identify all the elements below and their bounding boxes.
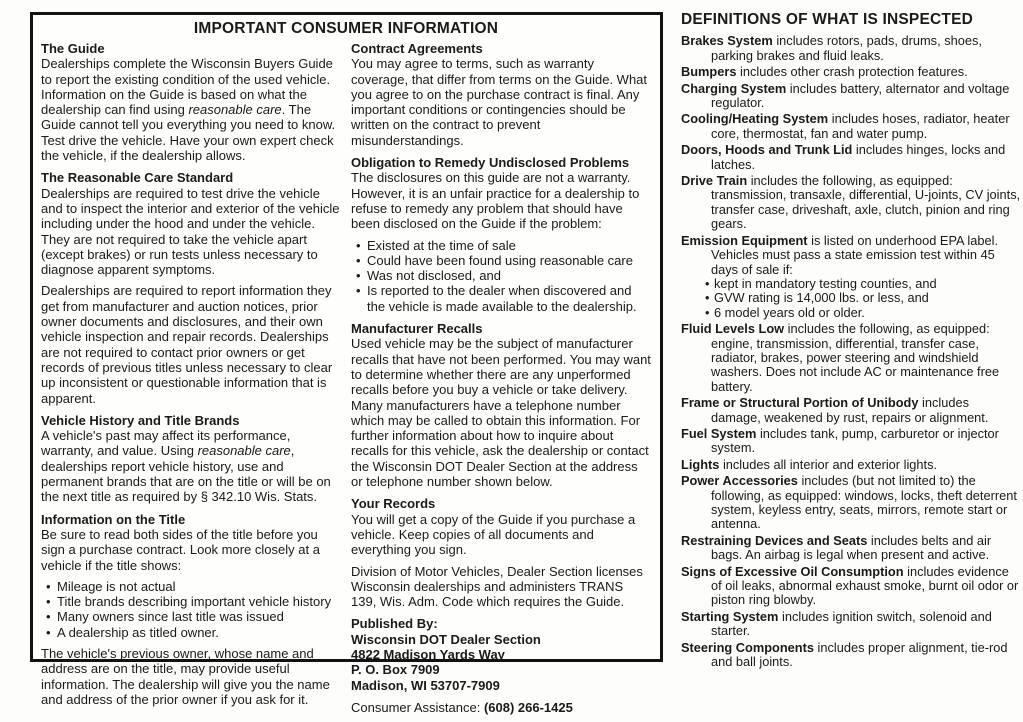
info-section bbox=[41, 41, 341, 163]
definition-entry bbox=[681, 34, 1021, 63]
section-heading: Published By: bbox=[351, 616, 438, 632]
definition-bullet-item: • 6 model years old or older. bbox=[705, 306, 1021, 320]
section-heading: Manufacturer Recalls bbox=[351, 321, 483, 337]
definition-term: Lights bbox=[681, 456, 720, 472]
definition-term: Bumpers bbox=[681, 64, 737, 80]
definition-text: includes the following, as equipped: engine, transmission, differential, transfer case, radiator, brakes, power steering and windshield washers. Does not include AC or maintenance free battery. bbox=[711, 321, 1000, 394]
consumer-info-columns bbox=[41, 41, 651, 722]
text-run: Be sure to read both sides of the title before you sign a purchase contract. Look more closely at a vehicle if the title shows: bbox=[41, 526, 320, 573]
definition-entry bbox=[681, 641, 1021, 670]
text-run: Division of Motor Vehicles, Dealer Section licenses Wisconsin dealerships and administers TRANS 139, Wis. Adm. Code which requires the Guide. bbox=[351, 563, 643, 610]
definition-text: includes evidence of oil leaks, abnormal exhaust smoke, burnt oil odor or piston ring blowby. bbox=[711, 563, 1019, 608]
definition-entry bbox=[681, 174, 1021, 232]
text-run: Consumer Assistance: bbox=[351, 699, 484, 715]
definition-text: includes (but not limited to) the following, as equipped: windows, locks, theft deterrent system, keyless entry, seats, mirrors, remote start or antenna. bbox=[711, 473, 1017, 532]
address-line: Madison, WI 53707-7909 bbox=[351, 677, 500, 693]
definition-term: Frame or Structural Portion of Unibody bbox=[681, 395, 919, 411]
definition-entry bbox=[681, 534, 1021, 563]
section-heading: The Reasonable Care Standard bbox=[41, 170, 234, 186]
bullet-item: • Was not disclosed, and bbox=[351, 268, 651, 283]
definition-entry bbox=[681, 65, 1021, 79]
definition-text: includes all interior and exterior lights. bbox=[719, 456, 938, 472]
bullet-list bbox=[41, 579, 341, 640]
text-run: You will get a copy of the Guide if you purchase a vehicle. Keep copies of all documents and everything you sign. bbox=[351, 511, 636, 558]
consumer-info-panel bbox=[30, 12, 663, 715]
info-section bbox=[351, 496, 651, 609]
section-heading: Vehicle History and Title Brands bbox=[41, 412, 240, 428]
info-section bbox=[41, 413, 341, 505]
bullet-item: • A dealership as titled owner. bbox=[41, 625, 341, 640]
definition-text: includes hinges, locks and latches. bbox=[711, 142, 1006, 172]
definition-term: Signs of Excessive Oil Consumption bbox=[681, 563, 904, 579]
definition-text: includes the following, as equipped: transmission, transaxle, differential, U-joints, CV joints, transfer case, driveshaft, axle, clutch, pinion and ring gears. bbox=[711, 173, 1021, 232]
paragraph bbox=[41, 186, 341, 278]
definition-text: includes battery, alternator and voltage regulator. bbox=[711, 80, 1010, 111]
definition-entry bbox=[681, 322, 1021, 394]
definition-term: Starting System bbox=[681, 608, 779, 624]
bullet-item: • Could have been found using reasonable care bbox=[351, 253, 651, 268]
definition-entry bbox=[681, 474, 1021, 532]
definition-text: includes damage, weakened by rust, repairs or alignment. bbox=[711, 395, 989, 425]
text-run: . The Guide cannot tell you everything you need to know. Test drive the vehicle. Have your own expert check the vehicle, if the dealership allows. bbox=[41, 102, 336, 164]
definitions-title: DEFINITIONS OF WHAT IS INSPECTED bbox=[681, 11, 974, 28]
definition-term: Charging System bbox=[681, 80, 787, 96]
info-section bbox=[351, 41, 651, 148]
definition-entry bbox=[681, 234, 1021, 320]
text-run: A vehicle's past may affect its performance, warranty, and value. Using bbox=[41, 428, 291, 459]
paragraph bbox=[41, 646, 341, 707]
section-heading: Information on the Title bbox=[41, 511, 186, 527]
definition-bullet-item: • kept in mandatory testing counties, and bbox=[705, 277, 1021, 291]
definition-entry bbox=[681, 143, 1021, 172]
definition-entry bbox=[681, 565, 1021, 608]
section-heading: Contract Agreements bbox=[351, 41, 483, 56]
info-section bbox=[351, 616, 651, 692]
paragraph bbox=[351, 512, 651, 558]
bullet-item: • Title brands describing important vehicle history bbox=[41, 594, 341, 609]
definition-entry bbox=[681, 396, 1021, 425]
paragraph bbox=[351, 336, 651, 489]
definition-text: includes ignition switch, solenoid and starter. bbox=[711, 608, 992, 639]
text-run: , dealerships report vehicle history, use and permanent brands that are on the title or will be on the next title as required by § 342.10 Wis. Stats. bbox=[41, 443, 331, 505]
paragraph bbox=[351, 170, 651, 231]
text-run: Used vehicle may be the subject of manufacturer recalls that have not been performed. You may want to determine whether there are any unperformed recalls before you buy a vehicle or take delivery. Many manufacturers have a telephone number which may be called to obtain this information. For further information about how to inquire about recalls for this vehicle, ask the dealership or contact the Wisconsin DOT Dealer Section at the address or telephone number shown below. bbox=[351, 336, 651, 490]
info-section bbox=[351, 700, 651, 715]
definitions-list bbox=[681, 34, 1021, 669]
address-line: 4822 Madison Yards Way bbox=[351, 646, 505, 662]
info-section bbox=[41, 512, 341, 708]
bullet-item: • Mileage is not actual bbox=[41, 579, 341, 594]
definition-term: Power Accessories bbox=[681, 473, 798, 489]
text-run: Dealerships are required to test drive the vehicle and to inspect the interior and exterior of the vehicle including under the hood and under the vehicle. They are not required to take the vehicle apart (except brakes) or run tests unless necessary to diagnose apparent symptoms. bbox=[41, 185, 340, 278]
definition-entry bbox=[681, 427, 1021, 456]
address-line: P. O. Box 7909 bbox=[351, 662, 440, 678]
bullet-item: • Is reported to the dealer when discovered and the vehicle is made available to the dealership. bbox=[351, 283, 651, 314]
definition-text: includes tank, pump, carburetor or injector system. bbox=[711, 425, 999, 456]
paragraph bbox=[41, 283, 341, 405]
definition-term: Brakes System bbox=[681, 33, 773, 49]
italic-text-run: reasonable care bbox=[188, 102, 282, 118]
text-run: You may agree to terms, such as warranty coverage, that differ from terms on the Guide. What you agree to on the purchase contract is final. Any important conditions or contingencies should be written on the contract to prevent misunderstandings. bbox=[351, 56, 648, 148]
definition-term: Restraining Devices and Seats bbox=[681, 532, 868, 548]
section-heading: Your Records bbox=[351, 496, 436, 512]
paragraph bbox=[351, 700, 651, 715]
definition-term: Steering Components bbox=[681, 639, 814, 655]
consumer-info-column-2 bbox=[351, 41, 651, 722]
bullet-list bbox=[351, 238, 651, 314]
bullet-item: • Existed at the time of sale bbox=[351, 238, 651, 253]
definition-text: includes rotors, pads, drums, shoes, parking brakes and fluid leaks. bbox=[711, 33, 982, 63]
italic-text-run: reasonable care bbox=[197, 443, 291, 459]
text-run: Dealerships complete the Wisconsin Buyers Guide to report the existing condition of the used vehicle. Information on the Guide is based on what the dealership can find using bbox=[41, 56, 333, 118]
definition-entry bbox=[681, 610, 1021, 639]
address-line: Wisconsin DOT Dealer Section bbox=[351, 631, 541, 647]
paragraph bbox=[351, 56, 651, 148]
definition-term: Cooling/Heating System bbox=[681, 111, 829, 127]
definition-term: Emission Equipment bbox=[681, 232, 808, 248]
paragraph bbox=[41, 56, 341, 163]
bullet-item: • Many owners since last title was issued bbox=[41, 609, 341, 624]
info-section bbox=[41, 170, 341, 405]
definition-term: Drive Train bbox=[681, 173, 748, 189]
definition-text: includes hoses, radiator, heater core, thermostat, fan and water pump. bbox=[711, 111, 1010, 141]
paragraph bbox=[41, 527, 341, 573]
definition-entry bbox=[681, 82, 1021, 111]
definition-text: is listed on underhood EPA label. Vehicles must pass a state emission test within 45 days of sale if: bbox=[711, 232, 999, 277]
definition-text: includes proper alignment, tie-rod and ball joints. bbox=[711, 639, 1008, 670]
section-heading: Obligation to Remedy Undisclosed Problems bbox=[351, 155, 630, 171]
definition-bullet-list bbox=[705, 277, 1021, 320]
definition-term: Fluid Levels Low bbox=[681, 321, 785, 337]
bold-text-run: (608) 266-1425 bbox=[483, 699, 573, 715]
definition-bullet-item: • GVW rating is 14,000 lbs. or less, and bbox=[705, 291, 1021, 305]
text-run: The vehicle's previous owner, whose name and address are on the title, may provide useful information. The dealership will give you the name and address of the prior owner if you ask for it. bbox=[41, 645, 330, 707]
definition-entry bbox=[681, 458, 1021, 472]
definitions-panel bbox=[681, 13, 1021, 671]
definition-text: includes belts and air bags. An airbag is legal when present and active. bbox=[711, 532, 992, 563]
definition-text: includes other crash protection features. bbox=[736, 64, 968, 80]
consumer-info-column-1 bbox=[41, 41, 341, 722]
paragraph bbox=[41, 428, 341, 504]
definition-term: Doors, Hoods and Trunk Lid bbox=[681, 142, 853, 158]
info-section bbox=[351, 155, 651, 314]
paragraph bbox=[351, 564, 651, 610]
consumer-info-title: IMPORTANT CONSUMER INFORMATION bbox=[193, 20, 499, 37]
definition-entry bbox=[681, 112, 1021, 141]
text-run: The disclosures on this guide are not a warranty. However, it is an unfair practice for a dealership to refuse to remedy any problem that should have been disclosed on the Guide if the problem: bbox=[351, 170, 640, 232]
text-run: Dealerships are required to report information they get from manufacturer and auction notices, prior owner documents and disclosures, and their own vehicle inspection and repair records. Dealerships are not required to contact prior owners or get records of previous titles unless necessary to clear up inconsistent or questionable information that is apparent. bbox=[41, 283, 333, 406]
info-section bbox=[351, 321, 651, 489]
section-heading: The Guide bbox=[41, 41, 105, 56]
definition-term: Fuel System bbox=[681, 425, 757, 441]
